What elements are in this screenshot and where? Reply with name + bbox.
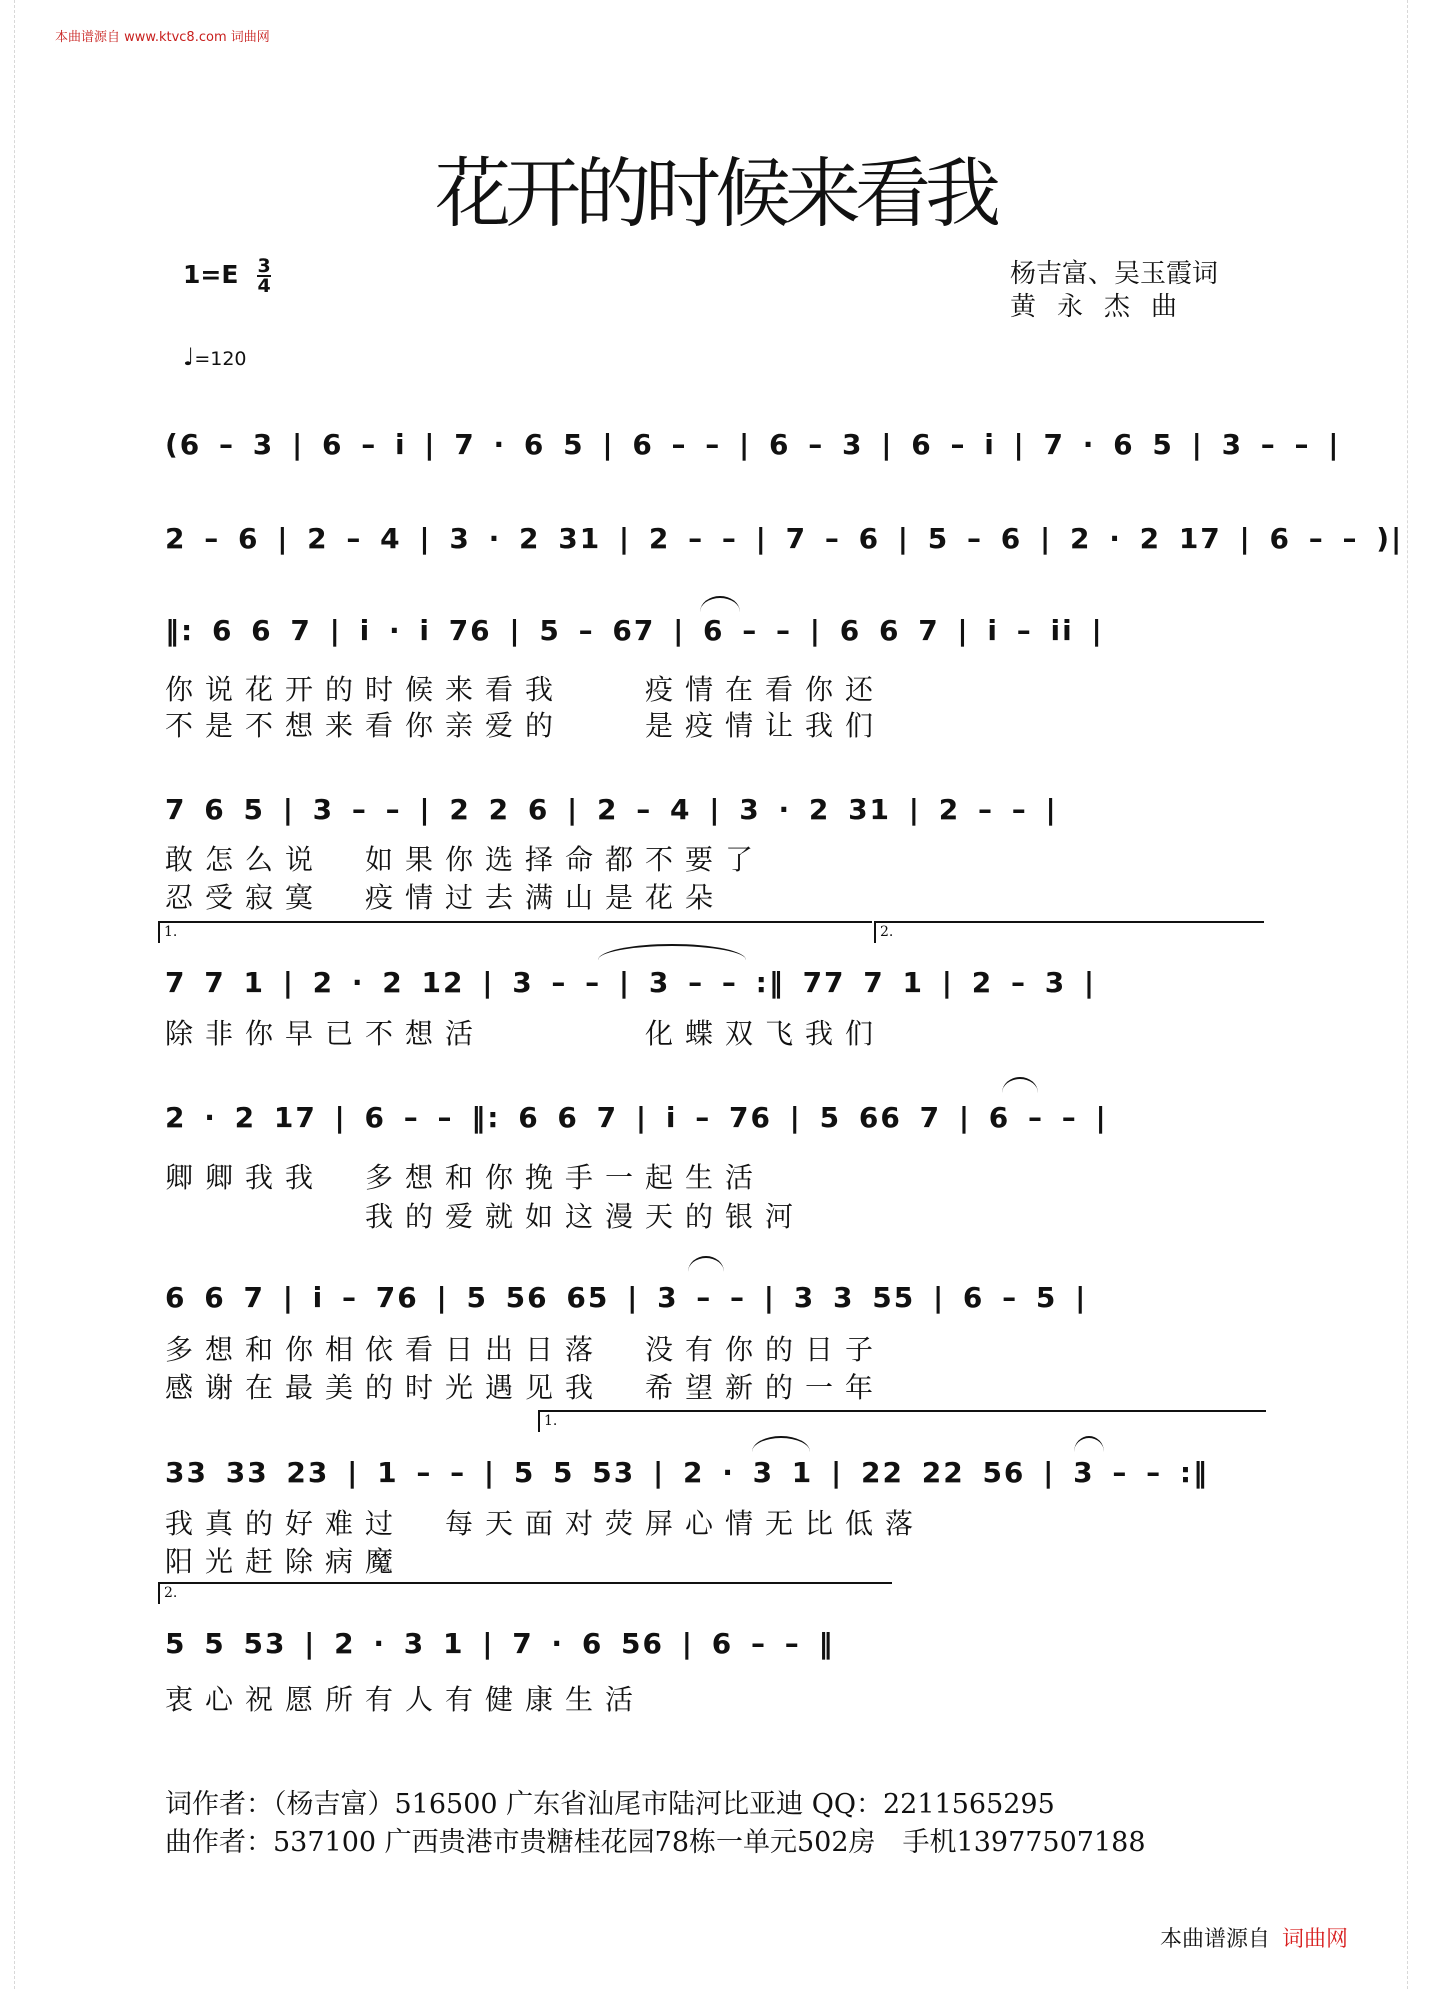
source-bottom <box>1160 1922 1348 1953</box>
lyric-line-7b: 感谢在最美的时光遇见我 希望新的一年 <box>165 1371 886 1404</box>
lyric-line-3a: 你说花开的时候来看我 疫情在看你还 <box>165 673 886 706</box>
lyric-line-8b: 阳光赶除病魔 <box>165 1545 406 1578</box>
tempo-marking <box>183 343 247 371</box>
slur <box>1002 1077 1038 1093</box>
lyricist-info: 词作者：（杨吉富）516500 广东省汕尾市陆河比亚迪 QQ：2211565295 <box>165 1789 1055 1820</box>
score-line-4: 7 6 5 | 3 – – | 2 2 6 | 2 – 4 | 3 · 2 31 | 2 – – | <box>165 793 1058 826</box>
lyric-line-6b: 我的爱就如这漫天的银河 <box>165 1200 806 1233</box>
composer-credit: 黄永杰曲 <box>1010 292 1199 322</box>
lyric-line-8a: 我真的好难过 每天面对荧屏心情无比低落 <box>165 1507 926 1540</box>
composer-info: 曲作者：537100 广西贵港市贵糖桂花园78栋一单元502房 手机13977507188 <box>165 1827 1146 1858</box>
key-text: 1=E <box>183 260 239 289</box>
lyric-line-6a: 卿卿我我 多想和你挽手一起生活 <box>165 1161 766 1194</box>
volta-first-label: 1. <box>164 924 178 940</box>
volta-first-label-2: 1. <box>544 1413 558 1429</box>
score-line-5: 7 7 1 | 2 · 2 12 | 3 – – | 3 – – :‖ 77 7 1 | 2 – 3 | <box>165 966 1097 999</box>
volta-bracket-first <box>158 921 872 943</box>
score-line-7: 6 6 7 | i – 76 | 5 56 65 | 3 – – | 3 3 55 | 6 – 5 | <box>165 1281 1088 1314</box>
tie <box>598 944 746 960</box>
score-line-9: 5 5 53 | 2 · 3 1 | 7 · 6 56 | 6 – – ‖ <box>165 1627 835 1660</box>
score-line-3: ‖: 6 6 7 | i · i 76 | 5 – 67 | 6 – – | 6 6 7 | i – ii | <box>165 614 1104 647</box>
right-watermark-strip <box>1407 0 1430 1989</box>
time-signature-top: 3 <box>257 255 271 277</box>
lyric-line-3b: 不是不想来看你亲爱的 是疫情让我们 <box>165 709 886 742</box>
time-signature <box>257 257 271 295</box>
slur <box>1074 1436 1104 1452</box>
source-prefix: 本曲谱源自 <box>1160 1927 1271 1952</box>
lyric-line-5a: 除非你早已不想活 化蝶双飞我们 <box>165 1017 886 1050</box>
volta-second-label: 2. <box>880 924 894 940</box>
volta-second-label-2: 2. <box>164 1585 178 1601</box>
score-line-6: 2 · 2 17 | 6 – – ‖: 6 6 7 | i – 76 | 5 66 7 | 6 – – | <box>165 1101 1108 1134</box>
key-signature <box>183 257 271 295</box>
source-site-link[interactable]: 词曲网 <box>1282 1927 1349 1952</box>
volta-bracket-first-2 <box>538 1410 1266 1432</box>
score-line-1: (6 – 3 | 6 – i | 7 · 6 5 | 6 – – | 6 – 3 | 6 – i | 7 · 6 5 | 3 – – | <box>165 428 1341 461</box>
slur <box>700 596 740 612</box>
slur <box>752 1436 810 1452</box>
lyric-line-7a: 多想和你相依看日出日落 没有你的日子 <box>165 1333 886 1366</box>
score-line-8: 33 33 23 | 1 – – | 5 5 53 | 2 · 3 1 | 22 22 56 | 3 – – :‖ <box>165 1456 1210 1489</box>
lyricist-credit: 杨吉富、吴玉霞词 <box>1010 259 1219 289</box>
volta-bracket-second-2 <box>158 1582 892 1604</box>
left-watermark-strip <box>0 0 15 1989</box>
tempo-value: =120 <box>194 348 247 370</box>
header-source-text: 本曲谱源自 www.ktvc8.com 词曲网 <box>55 30 270 45</box>
quarter-note-icon: ♩ <box>183 343 195 371</box>
lyric-line-9a: 衷心祝愿所有人有健康生活 <box>165 1683 646 1716</box>
lyric-line-4a: 敢怎么说 如果你选择命都不要了 <box>165 843 766 876</box>
slur <box>688 1256 724 1272</box>
credits <box>1010 258 1218 324</box>
lyric-line-4b: 忍受寂寞 疫情过去满山是花朵 <box>165 881 726 914</box>
score-line-2: 2 – 6 | 2 – 4 | 3 · 2 31 | 2 – – | 7 – 6 | 5 – 6 | 2 · 2 17 | 6 – – )| <box>165 522 1404 555</box>
song-title: 花开的时候来看我 <box>435 149 995 238</box>
time-signature-bottom: 4 <box>257 275 271 297</box>
volta-bracket-second <box>874 921 1264 943</box>
